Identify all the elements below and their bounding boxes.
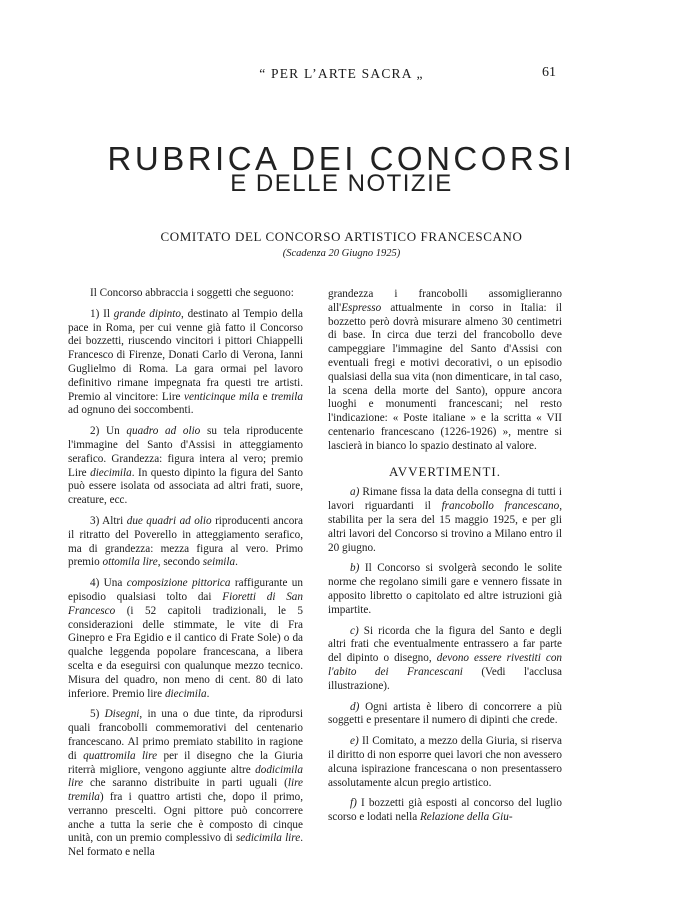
item-label: c) (350, 624, 359, 637)
text-span: , in una o due tinte, da riprodursi quali francobolli commemorativi del centenario francescano. Al primo premiato stabilito in ragione di (68, 708, 303, 762)
notice-c (328, 625, 562, 694)
emphasis: composizione pittorica (126, 577, 231, 590)
emphasis: quadro ad olio (126, 425, 201, 438)
section-subheading: (Scadenza 20 Giugno 1925) (282, 248, 401, 259)
emphasis: Relazione della Giu- (419, 811, 513, 824)
text-span: ad ognuno dei soccombenti. (68, 404, 194, 417)
right-column (328, 288, 562, 832)
text-span: attualmente in corso in Italia: il bozzetto però dovrà misurare almeno 30 centimetri di base. In circa due terzi del francobollo deve campeggiare l'immagine del Santo d'Assisi con eventuali fregi e motivi decorativi, o un episodio qualsiasi della sua vita (non dimenticare, in tal caso, la scena della morte del Santo), oppure ancora luoghi e monumenti francescani; nel resto l'indicazione: « Poste italiane » e la scritta « VII centenario francescano (1226-1926) », mentre si lascierà in bianco lo spazio destinato al valore. (328, 301, 562, 452)
emphasis: sedicimila lire (235, 832, 301, 845)
running-header: “ PER L’ARTE SACRA „ (259, 66, 424, 81)
paragraph-2 (68, 425, 303, 508)
page-title-line-1: RUBRICA DEI CONCORSI (107, 140, 576, 177)
text-span: 2) Un (90, 425, 127, 438)
paragraph-4 (68, 577, 303, 701)
continued-paragraph (328, 288, 562, 454)
item-label: b) (350, 562, 360, 575)
item-label: f) (350, 797, 357, 810)
emphasis: dodicimila lire (68, 763, 303, 790)
emphasis: quattromila lire (83, 749, 158, 762)
text-span: , destinato al Tempio della pace in Roma, per cui venne già fatto il Concorso dei bozzetti, riuscendo vincitori i pittori Chiappelli Francesco di Firenze, Donati Carlo di Verona, Ianni Guglielmo di Roma. La gara ormai pel lavoro definitivo rimane impegnata fra questi tre artisti. Premio al vincitore: Lire (68, 307, 303, 403)
text-span: 3) Altri (90, 514, 127, 527)
text-span: stabilita per la sera del 15 maggio 1925, e per gli altri lavori del Concorso si trovino a Milano entro il 20 giugno. (328, 513, 562, 554)
emphasis: due quadri ad olio (126, 514, 212, 527)
paragraph-1 (68, 308, 303, 418)
emphasis: lire tremila (68, 777, 303, 804)
notice-e (328, 735, 562, 790)
emphasis: ottomila lire (102, 556, 158, 569)
emphasis: Disegni (104, 708, 140, 721)
notice-a (328, 486, 562, 555)
text-span: . (235, 556, 238, 569)
page-number: 61 (542, 65, 556, 80)
emphasis: venticinque mila (184, 390, 260, 403)
avvertimenti-heading: AVVERTIMENTI. (389, 463, 501, 479)
emphasis: seimila (202, 556, 236, 569)
text-span: (Vedi l'acclusa illustrazione). (328, 665, 562, 692)
text-span: 5) (90, 708, 105, 721)
text-span: Si ricorda che la figura del Santo e degli altri frati che eventualmente entrassero a far parte del dipinto o disegno, (328, 624, 562, 665)
item-label: e) (350, 735, 359, 748)
emphasis: Fioretti di San Francesco (68, 590, 303, 617)
notice-f (328, 797, 562, 825)
text-span: Il Concorso si svolgerà secondo le solite norme che regolano simili gare e vennero fissate in apposito libretto o capitolato ed altre istruzioni già impartite. (328, 562, 562, 616)
text-span: e (259, 390, 272, 403)
text-span: . Nel formato e nella (68, 832, 303, 859)
emphasis: diecimila (164, 687, 207, 700)
emphasis: Espresso (341, 301, 382, 314)
text-span: Ogni artista è libero di concorrere a più soggetti e presentare il numero di dipinti che crede. (328, 700, 562, 727)
emphasis: grande dipinto (113, 307, 181, 320)
emphasis: francobollo francescano, (441, 500, 562, 513)
text-span: 4) Una (90, 577, 127, 590)
text-span: , secondo (157, 556, 203, 569)
text-span: I bozzetti già esposti al concorso del luglio scorso e lodati nella (328, 797, 562, 824)
text-span: . In questo dipinto la figura del Santo può essere isolata od associata ad altri frati, suore, creature, ecc. (68, 466, 303, 507)
text-span: Rimane fissa la data della consegna di tutti i lavori riguardanti il (328, 486, 562, 513)
emphasis: diecimila (90, 466, 132, 479)
text-span: Il Comitato, a mezzo della Giuria, si riserva il diritto di non esporre quei lavori che non avessero alcuna ispirazione francescana o non presentassero assolutamente alcun pregio artistico. (328, 735, 562, 789)
text-span: che saranno distribuite in parti uguali ( (83, 777, 288, 790)
text-span: 1) Il (90, 307, 114, 320)
paragraph-5 (68, 708, 303, 860)
item-label: d) (350, 700, 360, 713)
text-span: su tela riproducente l'immagine del Santo d'Assisi in atteggiamento serafico. Grandezza: figura intera al vero; premio Lire (68, 425, 303, 479)
text-span: (i 52 capitoli tradizionali, le 5 considerazioni delle stimmate, le vite di Fra Ginepro e Fra Egidio e il cantico di Frate Sole) o da qualche leggenda popolare francescana, a libera scelta e da eseguirsi con qualunque mezzo tecnico. Misura del quadro, non meno di cent. 80 di lato inferiore. Premio lire (68, 604, 303, 700)
section-heading: COMITATO DEL CONCORSO ARTISTICO FRANCESCANO (160, 229, 523, 244)
text-span: per il disegno che la Giuria riterrà migliore, vengono aggiunte altre (68, 749, 304, 776)
item-label: a) (350, 486, 360, 499)
emphasis: tremila (271, 390, 303, 403)
emphasis: devono essere rivestiti con l'abito dei Francescani (328, 652, 563, 678)
page-title-line-2: E DELLE NOTIZIE (230, 170, 453, 197)
text-span: raffigurante un episodio qualsiasi tolto dai (68, 577, 303, 603)
left-column (68, 287, 303, 867)
paragraph-3 (68, 515, 303, 570)
text-span: riproducenti ancora il ritratto del Poverello in atteggiamento serafico, ma di grandezza: mezza figura al vero. Primo premio (68, 514, 303, 569)
text-span: ) fra i quattro artisti che, dopo il primo, verranno prescelti. Ogni pittore può concorrere anche a tutta la serie che è composto di cinque unità, con un premio complessivo di (68, 791, 303, 845)
notice-b (328, 562, 562, 617)
text-span: . (206, 687, 210, 700)
intro-paragraph: Il Concorso abbraccia i soggetti che seguono: (90, 287, 294, 299)
notice-d (328, 701, 562, 729)
text-span: grandezza i francobolli assomiglieranno all' (328, 288, 562, 314)
